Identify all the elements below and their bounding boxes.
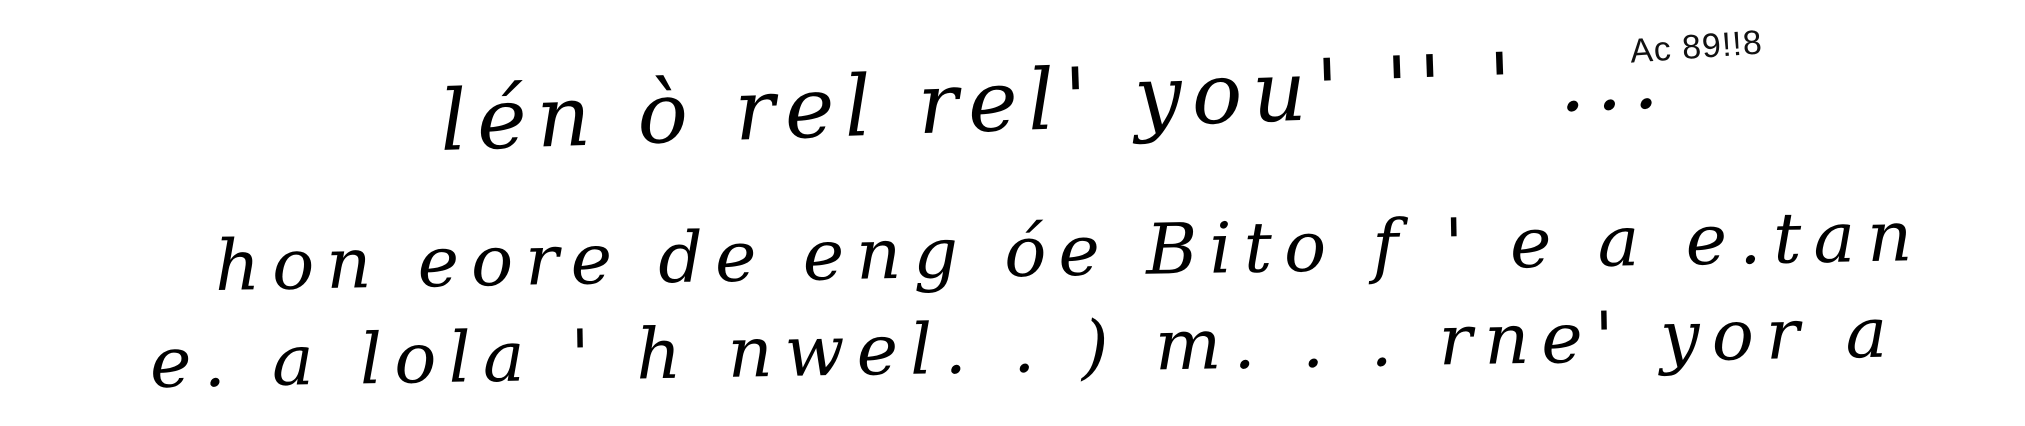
handwritten-line-1: lén ò rel rel' you' '' ' ...	[438, 29, 1671, 170]
handwritten-line-2: hon eore de eng óe Bito f ' e a e.tan	[214, 195, 1925, 307]
catalog-stamp: Ac 89!!8	[1628, 23, 1764, 71]
handwritten-line-3: e. a lola ' h nwel. . ) m. . . rne' yor a	[149, 291, 1900, 404]
